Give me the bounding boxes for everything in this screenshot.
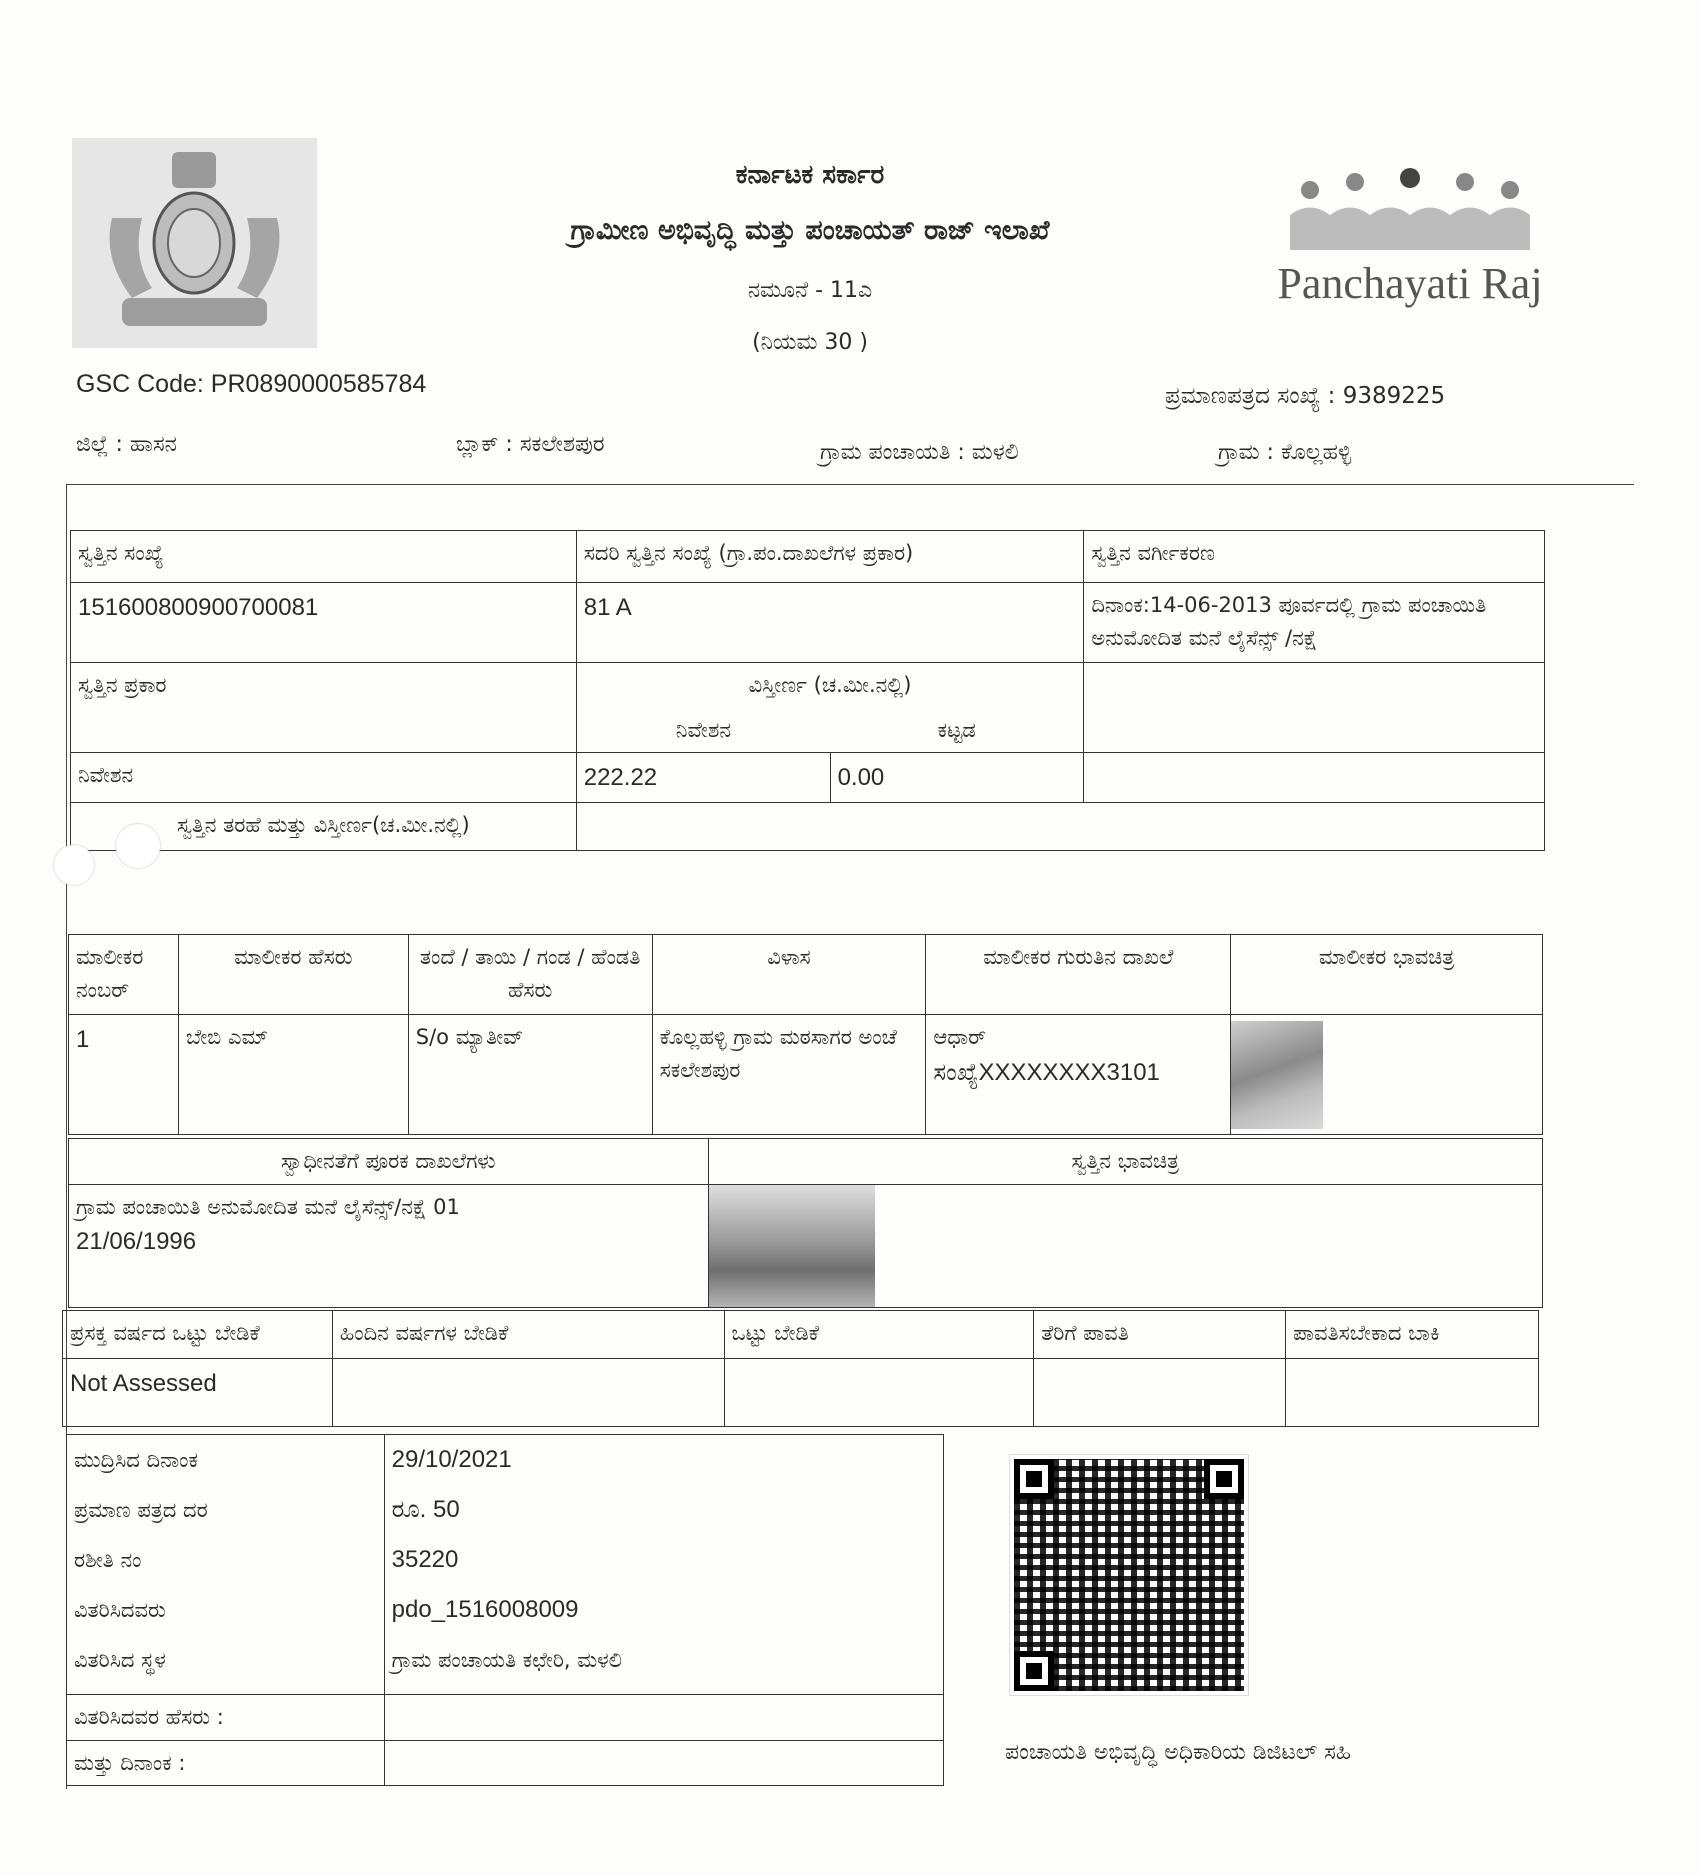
total-demand-header: ಒಟ್ಟು ಬೇಡಿಕೆ [724,1311,1034,1359]
tax-paid [1034,1359,1286,1427]
property-type: ನಿವೇಶನ [71,753,577,803]
digital-signature-label: ಪಂಚಾಯತಿ ಅಭಿವೃದ್ಧಿ ಅಧಿಕಾರಿಯ ಡಿಜಿಟಲ್ ಸಹಿ [1005,1740,1351,1765]
receipt-label: ರಶೀತಿ ನಂ [74,1548,142,1572]
document-date: 21/06/1996 [76,1228,197,1256]
property-gp-id-header: ಸದರಿ ಸ್ವತ್ತಿನ ಸಂಖ್ಯೆ (ಗ್ರಾ.ಪಂ.ದಾಖಲೆಗಳ ಪ್ರಕಾರ) [576,531,1084,583]
issue-date [384,1740,943,1786]
certificate-fee: ರೂ. 50 [391,1496,460,1523]
owner-photo [1231,1021,1323,1129]
form-number: ನಮೂನೆ - 11ಎ [747,278,873,303]
district: ಜಿಲ್ಲೆ : ಹಾಸನ [76,432,177,457]
building-area: 0.00 [830,753,1084,803]
issued-by: pdo_1516008009 [391,1596,579,1623]
receipt-number: 35220 [391,1546,459,1573]
owner-id-cell [926,1015,1231,1135]
document-name: ಗ್ರಾಮ ಪಂಚಾಯಿತಿ ಅನುಮೋದಿತ ಮನೆ ಲೈಸೆನ್ಸ್/ನಕ್ಷೆ 01 [76,1194,460,1219]
rule-number: (ನಿಯಮ 30 ) [752,330,868,355]
property-photo-cell [708,1184,1542,1307]
issue-values [384,1435,943,1695]
issued-by-label: ವಿತರಿಸಿದವರು [74,1598,166,1622]
previous-demand-header: ಹಿಂದಿನ ವರ್ಷಗಳ ಬೇಡಿಕೆ [332,1311,724,1359]
property-kind-area-header: ಸ್ವತ್ತಿನ ತರಹೆ ಮತ್ತು ವಿಸ್ತೀರ್ಣ(ಚ.ಮೀ.ನಲ್ಲಿ) [71,803,577,851]
owners-table [68,934,1543,1135]
table-row [69,1015,1543,1135]
site-area-header: ನಿವೇಶನ [576,708,830,753]
current-demand: Not Assessed [63,1359,333,1427]
owner-name: ಬೇಬಿ ಎಮ್ [178,1015,408,1135]
documents-table [68,1138,1543,1308]
owner-photo-header: ಮಾಲೀಕರ ಭಾವಚಿತ್ರ [1231,935,1543,1015]
karnataka-emblem [72,138,317,348]
punch-hole [54,845,94,885]
issue-place-label: ವಿತರಿಸಿದ ಸ್ಥಳ [74,1648,166,1672]
tax-table [62,1310,1539,1427]
issuer-name-label: ವಿತರಿಸಿದವರ ಹೆಸರು : [67,1695,385,1741]
issue-labels [67,1435,385,1695]
total-demand [724,1359,1034,1427]
gsc-code: GSC Code: PR0890000585784 [76,370,427,398]
building-area-header: ಕಟ್ಟಡ [830,708,1084,753]
govt-title: ಕರ್ನಾಟಕ ಸರ್ಕಾರ [735,160,885,190]
property-type-header: ಸ್ವತ್ತಿನ ಪ್ರಕಾರ [71,663,577,753]
property-table [70,530,1545,851]
owner-name-header: ಮಾಲೀಕರ ಹೆಸರು [178,935,408,1015]
issuer-name [384,1695,943,1741]
property-kind-area [576,803,1544,851]
issue-place: ಗ್ರಾಮ ಪಂಚಾಯತಿ ಕಛೇರಿ, ಮಳಲಿ [391,1648,623,1672]
property-class-header: ಸ್ವತ್ತಿನ ವರ್ಗೀಕರಣ [1084,531,1545,583]
panchayati-raj-logo-text: Panchayati Raj [1277,259,1543,308]
owner-number: 1 [69,1015,179,1135]
previous-demand [332,1359,724,1427]
property-gp-id: 81 A [576,583,1084,663]
area-header: ವಿಸ್ತೀರ್ಣ (ಚ.ಮೀ.ನಲ್ಲಿ) [576,663,1084,708]
balance [1286,1359,1539,1427]
owner-number-header: ಮಾಲೀಕರ ನಂಬರ್ [69,935,179,1015]
property-id: 151600800900700081 [71,583,577,663]
tax-paid-header: ತೆರಿಗೆ ಪಾವತಿ [1034,1311,1286,1359]
gram-panchayat: ಗ್ರಾಮ ಪಂಚಾಯತಿ : ಮಳಲಿ [820,440,1019,465]
property-photo-header: ಸ್ವತ್ತಿನ ಭಾವಚಿತ್ರ [708,1139,1542,1185]
certificate-number: ಪ್ರಮಾಣಪತ್ರದ ಸಂಖ್ಯೆ : 9389225 [1165,383,1446,409]
documents-header: ಸ್ವಾಧೀನತೆಗೆ ಪೂರಕ ದಾಖಲೆಗಳು [69,1139,709,1185]
empty-cell [1084,663,1545,753]
owner-address: ಕೊಲ್ಲಹಳ್ಳಿ ಗ್ರಾಮ ಮಠಸಾಗರ ಅಂಚೆ ಸಕಲೇಶಪುರ [652,1015,926,1135]
block: ಬ್ಲಾಕ್ : ಸಕಲೇಶಪುರ [456,432,605,457]
department-title: ಗ್ರಾಮೀಣ ಅಭಿವೃದ್ಧಿ ಮತ್ತು ಪಂಚಾಯತ್ ರಾಜ್ ಇಲಾಖೆ [570,215,1050,246]
owner-id-header: ಮಾಲೀಕರ ಗುರುತಿನ ದಾಖಲೆ [926,935,1231,1015]
owner-id-number: ಸಂಖ್ಯೆXXXXXXXX3101 [933,1058,1160,1086]
owner-address-header: ವಿಳಾಸ [652,935,926,1015]
documents-cell [69,1184,709,1307]
frame-top-line [66,484,1634,485]
panchayati-raj-logo [1270,160,1550,330]
issue-date-label: ಮತ್ತು ದಿನಾಂಕ : [67,1740,385,1786]
site-area: 222.22 [576,753,830,803]
property-photo [709,1185,875,1307]
current-demand-header: ಪ್ರಸಕ್ತ ವರ್ಷದ ಒಟ್ಟು ಬೇಡಿಕೆ [63,1311,333,1359]
print-date: 29/10/2021 [391,1446,512,1473]
owner-relation: S/o ಮ್ಯಾತೀವ್ [408,1015,652,1135]
empty-cell [1084,753,1545,803]
owner-id-type: ಆಧಾರ್ [933,1025,987,1049]
fee-label: ಪ್ರಮಾಣ ಪತ್ರದ ದರ [74,1498,208,1522]
village: ಗ್ರಾಮ : ಕೊಲ್ಲಹಳ್ಳಿ [1218,440,1352,465]
owner-relation-header: ತಂದೆ / ತಾಯಿ / ಗಂಡ / ಹೆಂಡತಿ ಹೆಸರು [408,935,652,1015]
print-date-label: ಮುದ್ರಿಸಿದ ದಿನಾಂಕ [74,1448,198,1472]
issue-details-table [66,1434,944,1786]
property-id-header: ಸ್ವತ್ತಿನ ಸಂಖ್ಯೆ [71,531,577,583]
property-class: ದಿನಾಂಕ:14-06-2013 ಪೂರ್ವದಲ್ಲಿ ಗ್ರಾಮ ಪಂಚಾಯಿತಿ ಅನುಮೋದಿತ ಮನೆ ಲೈಸೆನ್ಸ್ /ನಕ್ಷೆ [1084,583,1545,663]
owner-photo-cell [1231,1015,1543,1135]
qr-code [1010,1455,1248,1695]
balance-header: ಪಾವತಿಸಬೇಕಾದ ಬಾಕಿ [1286,1311,1539,1359]
punch-hole [116,824,160,868]
